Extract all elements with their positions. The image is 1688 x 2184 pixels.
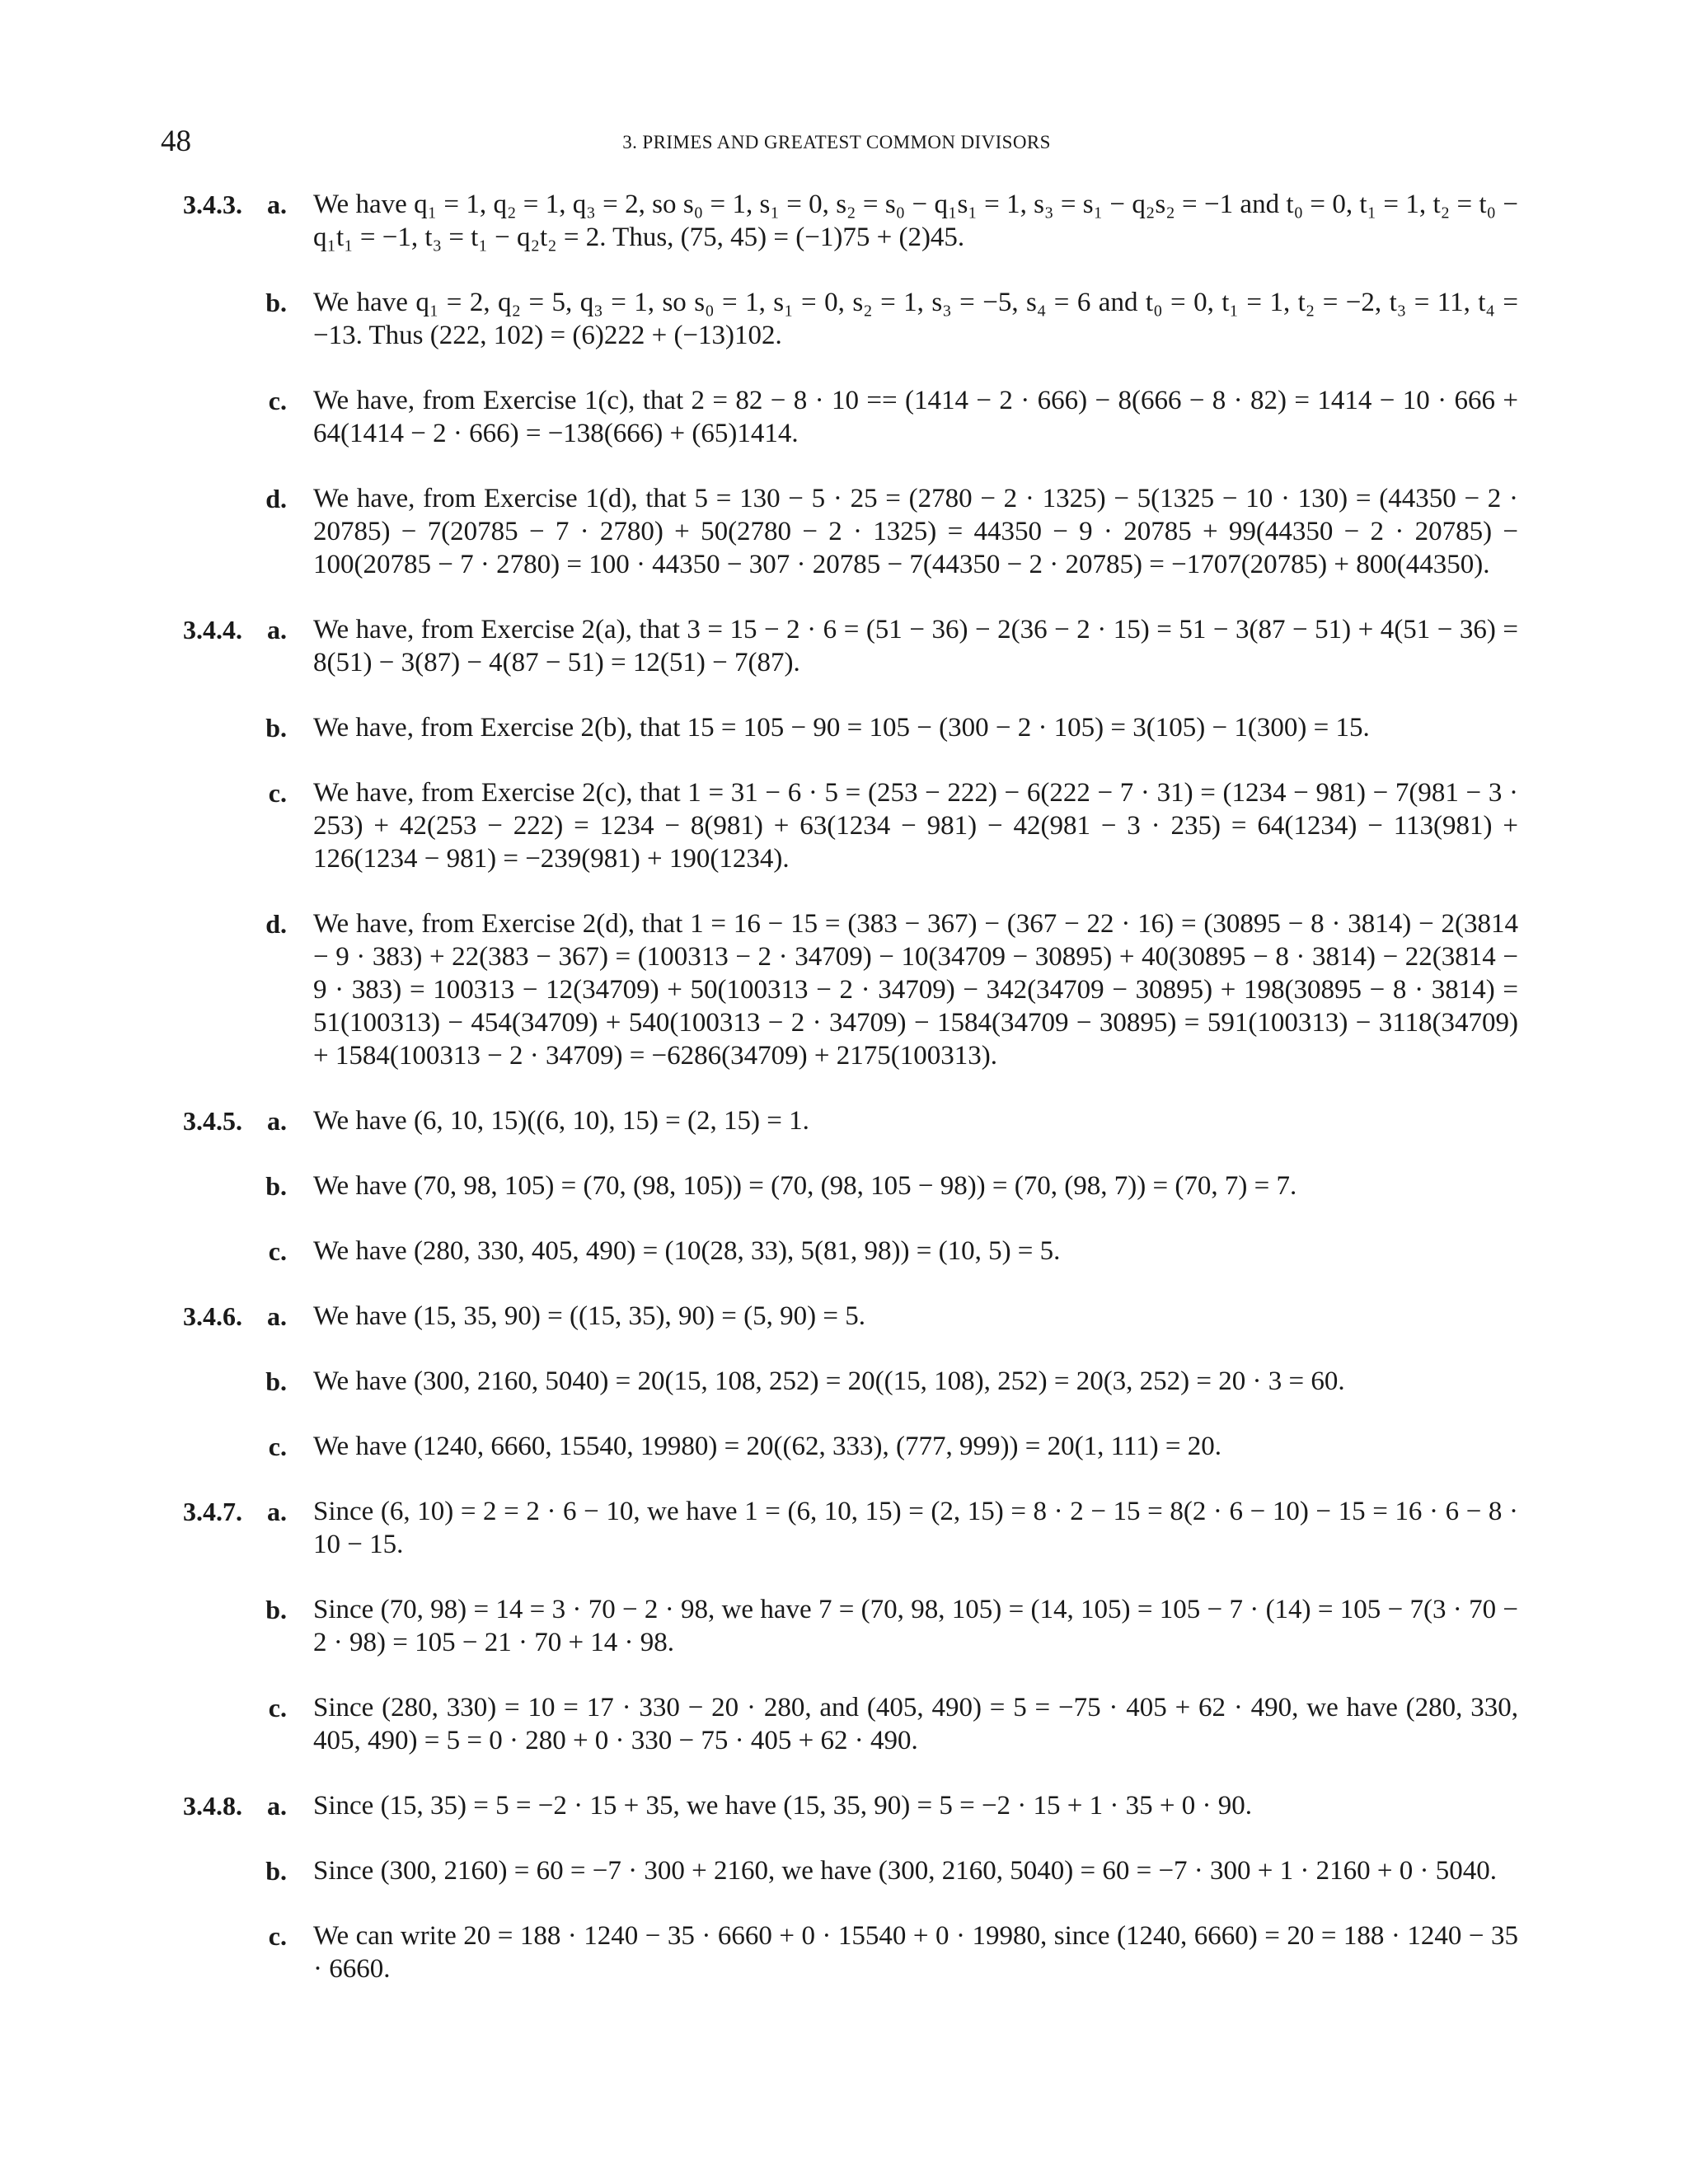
exercise-number: 3.4.6. <box>183 1301 242 1331</box>
solution-item <box>183 613 1518 679</box>
solution-item <box>183 776 1518 875</box>
solution-text: Since (70, 98) = 14 = 3 · 70 − 2 · 98, we have 7 = (70, 98, 105) = (14, 105) = 105 − 7 · (14) = 105 − 7(3 · 70 − 2 · 98) = 105 − 21 · 70 + 14 · 98. <box>313 1595 1518 1657</box>
solution-item <box>183 188 1518 254</box>
part-label: c. <box>268 1693 287 1722</box>
solution-text: We have q₁ = 1, q₂ = 1, q₃ = 2, so s₀ = 1, s₁ = 0, s₂ = s₀ − q₁s₁ = 1, s₃ = s₁ − q₂s₂ = −1 and t₀ = 0, t₁ = 1, t₂ = t₀ − q₁t₁ = −1, t₃ = t₁ − q₂t₂ = 2. Thus, (75, 45) = (−1)75 + (2)45. <box>313 190 1518 252</box>
solution-text: We have, from Exercise 2(a), that 3 = 15 − 2 · 6 = (51 − 36) − 2(36 − 2 · 15) = 51 − 3(87 − 51) + 4(51 − 36) = 8(51) − 3(87) − 4(87 − 51) = 12(51) − 7(87). <box>313 615 1518 677</box>
solution-text: We have, from Exercise 2(d), that 1 = 16 − 15 = (383 − 367) − (367 − 22 · 16) = (30895 − 8 · 3814) − 2(3814 − 9 · 383) + 22(383 − 367) = (100313 − 2 · 34709) − 10(34709 − 30895) + 40(30895 − 8 · 3814) − 22(3814 − 9 · 383) = 100313 − 12(34709) + 50(100313 − 2 · 34709) − 342(34709 − 30895) + 198(30895 − 8 · 3814) = 51(100313) − 454(34709) + 540(100313 − 2 · 34709) − 1584(34709 − 30895) = 591(100313) − 3118(34709) + 1584(100313 − 2 · 34709) = −6286(34709) + 2175(100313). <box>313 909 1518 1071</box>
solution-text: We have (280, 330, 405, 490) = (10(28, 33), 5(81, 98)) = (10, 5) = 5. <box>313 1236 1061 1266</box>
exercise-number: 3.4.4. <box>183 615 242 644</box>
solution-text: Since (280, 330) = 10 = 17 · 330 − 20 · 280, and (405, 490) = 5 = −75 · 405 + 62 · 490, we have (280, 330, 405, 490) = 5 = 0 · 280 + 0 · 330 − 75 · 405 + 62 · 490. <box>313 1693 1518 1755</box>
solution-item <box>183 1919 1518 1985</box>
solution-item <box>183 1235 1518 1268</box>
solution-text: We can write 20 = 188 · 1240 − 35 · 6660 + 0 · 15540 + 0 · 19980, since (1240, 6660) = 20 = 188 · 1240 − 35 · 6660. <box>313 1921 1518 1984</box>
solution-item <box>183 1593 1518 1659</box>
solution-text: We have (6, 10, 15)((6, 10), 15) = (2, 15) = 1. <box>313 1106 809 1136</box>
solution-item <box>183 1691 1518 1757</box>
part-label: b. <box>265 288 287 317</box>
solution-text: We have (1240, 6660, 15540, 19980) = 20((62, 333), (777, 999)) = 20(1, 111) = 20. <box>313 1432 1221 1461</box>
solution-item <box>183 907 1518 1072</box>
solution-text: We have (15, 35, 90) = ((15, 35), 90) = (5, 90) = 5. <box>313 1301 865 1331</box>
part-label: b. <box>265 1171 287 1201</box>
part-label: a. <box>267 1301 287 1331</box>
solution-item <box>183 482 1518 581</box>
solution-item <box>183 384 1518 450</box>
part-label: c. <box>268 1921 287 1951</box>
solution-item <box>183 1495 1518 1561</box>
part-label: a. <box>267 1106 287 1136</box>
solution-item <box>183 1365 1518 1398</box>
part-label: a. <box>267 615 287 644</box>
part-label: c. <box>268 386 287 415</box>
part-label: a. <box>267 1791 287 1821</box>
solution-text: We have, from Exercise 1(d), that 5 = 130 − 5 · 25 = (2780 − 2 · 1325) − 5(1325 − 10 · 130) = (44350 − 2 · 20785) − 7(20785 − 7 · 2780) + 50(2780 − 2 · 1325) = 44350 − 9 · 20785 + 99(44350 − 2 · 20785) − 100(20785 − 7 · 2780) = 100 · 44350 − 307 · 20785 − 7(44350 − 2 · 20785) = −1707(20785) + 800(44350). <box>313 484 1518 579</box>
exercise-number: 3.4.5. <box>183 1106 242 1136</box>
solution-item <box>183 1789 1518 1822</box>
solution-item <box>183 1169 1518 1202</box>
part-label: b. <box>265 1366 287 1396</box>
part-label: b. <box>265 713 287 743</box>
solution-item <box>183 1300 1518 1333</box>
solution-text: We have (70, 98, 105) = (70, (98, 105)) = (70, (98, 105 − 98)) = (70, (98, 7)) = (70, 7) = 7. <box>313 1171 1297 1201</box>
part-label: c. <box>268 1432 287 1461</box>
page-header <box>161 124 1512 162</box>
solution-item <box>183 286 1518 352</box>
solution-text: We have, from Exercise 2(c), that 1 = 31 − 6 · 5 = (253 − 222) − 6(222 − 7 · 31) = (1234 − 981) − 7(981 − 3 · 253) + 42(253 − 222) = 1234 − 8(981) + 63(1234 − 981) − 42(981 − 3 · 235) = 64(1234) − 113(981) + 126(1234 − 981) = −239(981) + 190(1234). <box>313 778 1518 874</box>
solution-item <box>183 1854 1518 1887</box>
part-label: c. <box>268 778 287 808</box>
solution-text: Since (15, 35) = 5 = −2 · 15 + 35, we have (15, 35, 90) = 5 = −2 · 15 + 1 · 35 + 0 · 90. <box>313 1791 1252 1821</box>
part-label: c. <box>268 1236 287 1266</box>
running-title: 3. PRIMES AND GREATEST COMMON DIVISORS <box>622 132 1051 152</box>
part-label: d. <box>265 484 287 513</box>
solution-text: We have, from Exercise 2(b), that 15 = 105 − 90 = 105 − (300 − 2 · 105) = 3(105) − 1(300) = 15. <box>313 713 1370 743</box>
part-label: a. <box>267 1497 287 1526</box>
part-label: a. <box>267 190 287 219</box>
solution-item <box>183 1104 1518 1137</box>
solution-item <box>183 1430 1518 1463</box>
solution-text: Since (6, 10) = 2 = 2 · 6 − 10, we have 1 = (6, 10, 15) = (2, 15) = 8 · 2 − 15 = 8(2 · 6 − 10) − 15 = 16 · 6 − 8 · 10 − 15. <box>313 1497 1518 1559</box>
solution-text: Since (300, 2160) = 60 = −7 · 300 + 2160, we have (300, 2160, 5040) = 60 = −7 · 300 + 1 · 2160 + 0 · 5040. <box>313 1856 1497 1886</box>
part-label: d. <box>265 909 287 939</box>
solutions-list <box>183 188 1518 2018</box>
part-label: b. <box>265 1595 287 1624</box>
solution-text: We have, from Exercise 1(c), that 2 = 82 − 8 · 10 == (1414 − 2 · 666) − 8(666 − 8 · 82) = 1414 − 10 · 666 + 64(1414 − 2 · 666) = −138(666) + (65)1414. <box>313 386 1518 448</box>
solution-text: We have (300, 2160, 5040) = 20(15, 108, 252) = 20((15, 108), 252) = 20(3, 252) = 20 · 3 = 60. <box>313 1366 1345 1396</box>
solution-text: We have q₁ = 2, q₂ = 5, q₃ = 1, so s₀ = 1, s₁ = 0, s₂ = 1, s₃ = −5, s₄ = 6 and t₀ = 0, t₁ = 1, t₂ = −2, t₃ = 11, t₄ = −13. Thus (222, 102) = (6)222 + (−13)102. <box>313 288 1518 350</box>
exercise-number: 3.4.7. <box>183 1497 242 1526</box>
solution-item <box>183 711 1518 744</box>
exercise-number: 3.4.3. <box>183 190 242 219</box>
exercise-number: 3.4.8. <box>183 1791 242 1821</box>
part-label: b. <box>265 1856 287 1886</box>
page-number: 48 <box>161 124 191 158</box>
